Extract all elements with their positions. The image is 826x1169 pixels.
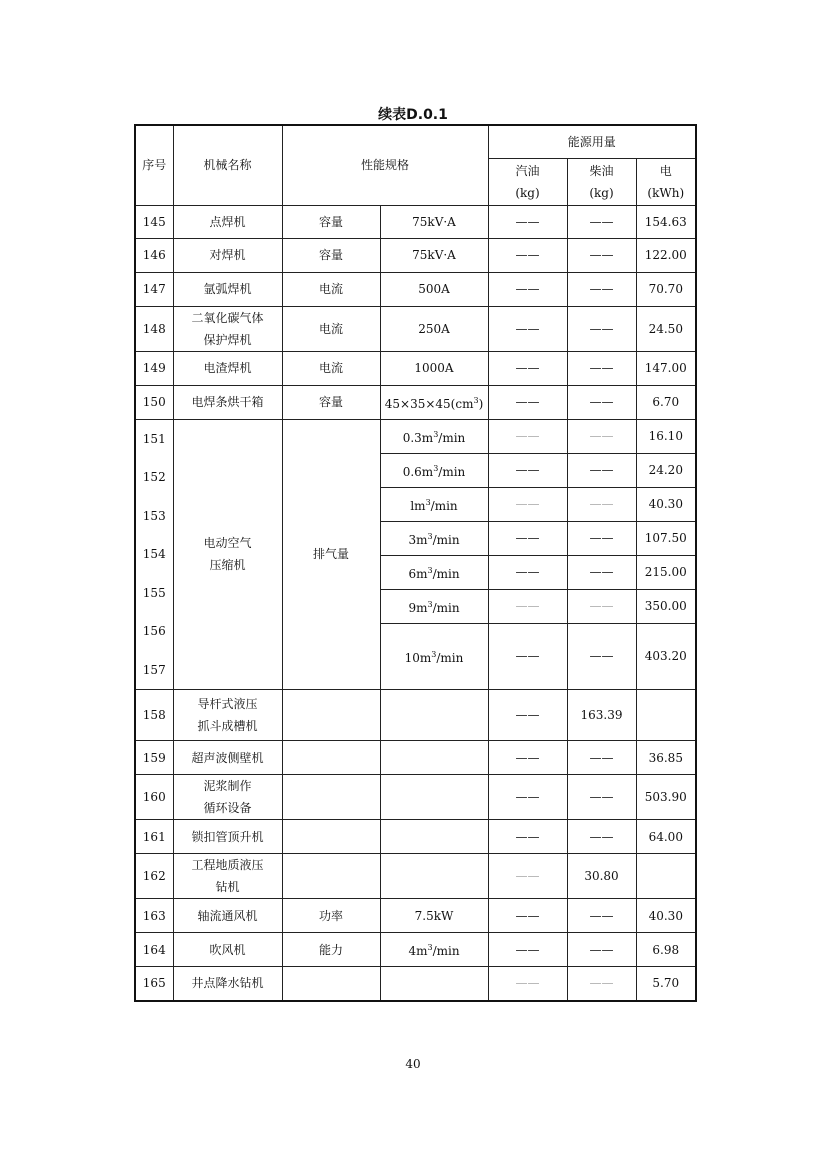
row-diesel: —— [567, 306, 636, 351]
row-gas: —— [488, 967, 567, 1001]
row-diesel: —— [567, 419, 636, 453]
table-title: 续表D.0.1 [378, 107, 448, 123]
row-elec: 215.00 [636, 555, 696, 589]
row-name: 点焊机 [173, 205, 282, 238]
row-gas: —— [488, 521, 567, 555]
row-value: 500A [380, 272, 488, 306]
row-gas: —— [488, 205, 567, 238]
row-diesel: —— [567, 820, 636, 854]
row-value: $lm^3/\min$ [380, 487, 488, 521]
row-elec: 40.30 [636, 899, 696, 933]
row-no: 157 [142, 662, 166, 677]
row-gas: —— [488, 690, 567, 741]
row-no: 155 [142, 585, 166, 600]
table-row [135, 205, 696, 238]
row-no: 158 [135, 690, 173, 741]
table-row [135, 933, 696, 967]
row-value [380, 741, 488, 775]
row-name: 对焊机 [173, 238, 282, 272]
row-gas: —— [488, 854, 567, 899]
row-value: 250A [380, 306, 488, 351]
row-no: 160 [135, 775, 173, 820]
row-name: 工程地质液压 钻机 [173, 854, 282, 899]
row-diesel: —— [567, 623, 636, 689]
table-row [135, 351, 696, 385]
row-diesel: —— [567, 272, 636, 306]
row-name: 超声波侧壁机 [173, 741, 282, 775]
table-row [135, 820, 696, 854]
table-row [135, 690, 696, 741]
header-gasoline: 汽油 (kg) [488, 158, 567, 205]
energy-table [134, 124, 697, 1002]
row-value: 1000A [380, 351, 488, 385]
row-elec: 64.00 [636, 820, 696, 854]
row-name: 氩弧焊机 [173, 272, 282, 306]
row-name: 吹风机 [173, 933, 282, 967]
row-value: $4m^3/\min$ [380, 933, 488, 967]
table-row [135, 385, 696, 419]
row-elec: 107.50 [636, 521, 696, 555]
row-gas: —— [488, 775, 567, 820]
compressor-numbers [135, 419, 173, 690]
row-no: 159 [135, 741, 173, 775]
row-param: 功率 [282, 899, 380, 933]
row-elec: 403.20 [636, 623, 696, 689]
row-no: 145 [135, 205, 173, 238]
row-name: 轴流通风机 [173, 899, 282, 933]
row-no: 152 [142, 470, 166, 484]
row-elec [636, 854, 696, 899]
row-diesel: —— [567, 933, 636, 967]
row-diesel: —— [567, 967, 636, 1001]
row-value: $0.3m^3/\min$ [380, 419, 488, 453]
table-row [135, 419, 696, 453]
row-no: 165 [135, 967, 173, 1001]
row-value [380, 854, 488, 899]
row-diesel: —— [567, 453, 636, 487]
row-value: $10m^3/\min$ [380, 623, 488, 689]
compressor-param: 排气量 [282, 419, 380, 690]
row-no: 151 [142, 431, 166, 446]
row-name: 电焊条烘干箱 [173, 385, 282, 419]
row-elec: 36.85 [636, 741, 696, 775]
row-name: 二氧化碳气体 保护焊机 [173, 306, 282, 351]
row-gas: —— [488, 899, 567, 933]
header-energy: 能源用量 [488, 125, 696, 158]
row-elec: 40.30 [636, 487, 696, 521]
row-elec: 503.90 [636, 775, 696, 820]
row-gas: —— [488, 555, 567, 589]
row-value: $0.6m^3/\min$ [380, 453, 488, 487]
row-no: 161 [135, 820, 173, 854]
row-param: 容量 [282, 385, 380, 419]
row-no: 146 [135, 238, 173, 272]
table-row [135, 741, 696, 775]
row-value: 7.5kW [380, 899, 488, 933]
row-elec: 350.00 [636, 589, 696, 623]
row-value [380, 820, 488, 854]
row-no: 153 [142, 508, 166, 523]
header-spec: 性能规格 [282, 125, 488, 205]
row-value: $3m^3/\min$ [380, 521, 488, 555]
row-diesel: —— [567, 741, 636, 775]
row-diesel: —— [567, 775, 636, 820]
row-diesel: —— [567, 555, 636, 589]
table-row [135, 775, 696, 820]
row-elec: 5.70 [636, 967, 696, 1001]
row-value: $9m^3/\min$ [380, 589, 488, 623]
row-param [282, 967, 380, 1001]
row-value: 75kV·A [380, 238, 488, 272]
row-no: 164 [135, 933, 173, 967]
row-diesel: —— [567, 385, 636, 419]
table-row [135, 967, 696, 1001]
row-name: 泥浆制作 循环设备 [173, 775, 282, 820]
row-no: 156 [142, 624, 166, 638]
row-elec: 24.20 [636, 453, 696, 487]
row-elec: 154.63 [636, 205, 696, 238]
row-value [380, 775, 488, 820]
compressor-name: 电动空气 压缩机 [173, 419, 282, 690]
row-gas: —— [488, 238, 567, 272]
row-gas: —— [488, 453, 567, 487]
row-gas: —— [488, 820, 567, 854]
table-row [135, 238, 696, 272]
row-gas: —— [488, 487, 567, 521]
row-gas: —— [488, 272, 567, 306]
row-value: $6m^3/\min$ [380, 555, 488, 589]
row-param: 容量 [282, 205, 380, 238]
row-param [282, 820, 380, 854]
page-number: 40 [405, 1057, 421, 1071]
row-gas: —— [488, 419, 567, 453]
row-diesel: 163.39 [567, 690, 636, 741]
row-gas: —— [488, 741, 567, 775]
row-no: 162 [135, 854, 173, 899]
row-no: 154 [142, 547, 166, 561]
row-diesel: —— [567, 351, 636, 385]
row-param: 容量 [282, 238, 380, 272]
row-elec: 6.70 [636, 385, 696, 419]
header-electric: 电 (kWh) [636, 158, 696, 205]
row-gas: —— [488, 306, 567, 351]
row-param [282, 854, 380, 899]
row-gas: —— [488, 933, 567, 967]
row-param [282, 775, 380, 820]
row-elec: 6.98 [636, 933, 696, 967]
row-name: 井点降水钻机 [173, 967, 282, 1001]
row-diesel: —— [567, 205, 636, 238]
row-param: 电流 [282, 351, 380, 385]
row-no: 150 [135, 385, 173, 419]
row-param: 电流 [282, 272, 380, 306]
header-diesel: 柴油 (kg) [567, 158, 636, 205]
table-row [135, 854, 696, 899]
row-value [380, 967, 488, 1001]
row-diesel: —— [567, 899, 636, 933]
row-param: 能力 [282, 933, 380, 967]
row-elec: 16.10 [636, 419, 696, 453]
row-gas: —— [488, 589, 567, 623]
row-diesel: —— [567, 487, 636, 521]
table-row [135, 272, 696, 306]
table-row [135, 899, 696, 933]
row-no: 163 [135, 899, 173, 933]
table-row [135, 306, 696, 351]
row-elec: 147.00 [636, 351, 696, 385]
row-name: 锁扣管顶升机 [173, 820, 282, 854]
row-param [282, 741, 380, 775]
row-diesel: —— [567, 521, 636, 555]
header-seq: 序号 [135, 125, 173, 205]
row-gas: —— [488, 623, 567, 689]
row-no: 148 [135, 306, 173, 351]
row-value: $45\times 35\times 45(cm^3)$ [380, 385, 488, 419]
row-diesel: —— [567, 589, 636, 623]
row-no: 149 [135, 351, 173, 385]
row-gas: —— [488, 351, 567, 385]
row-elec: 24.50 [636, 306, 696, 351]
row-name: 电渣焊机 [173, 351, 282, 385]
row-elec: 122.00 [636, 238, 696, 272]
row-value: 75kV·A [380, 205, 488, 238]
row-elec [636, 690, 696, 741]
row-diesel: —— [567, 238, 636, 272]
row-gas: —— [488, 385, 567, 419]
row-param: 电流 [282, 306, 380, 351]
row-diesel: 30.80 [567, 854, 636, 899]
header-name: 机械名称 [173, 125, 282, 205]
row-name: 导杆式液压 抓斗成槽机 [173, 690, 282, 741]
row-param [282, 690, 380, 741]
row-elec: 70.70 [636, 272, 696, 306]
row-no: 147 [135, 272, 173, 306]
row-value [380, 690, 488, 741]
